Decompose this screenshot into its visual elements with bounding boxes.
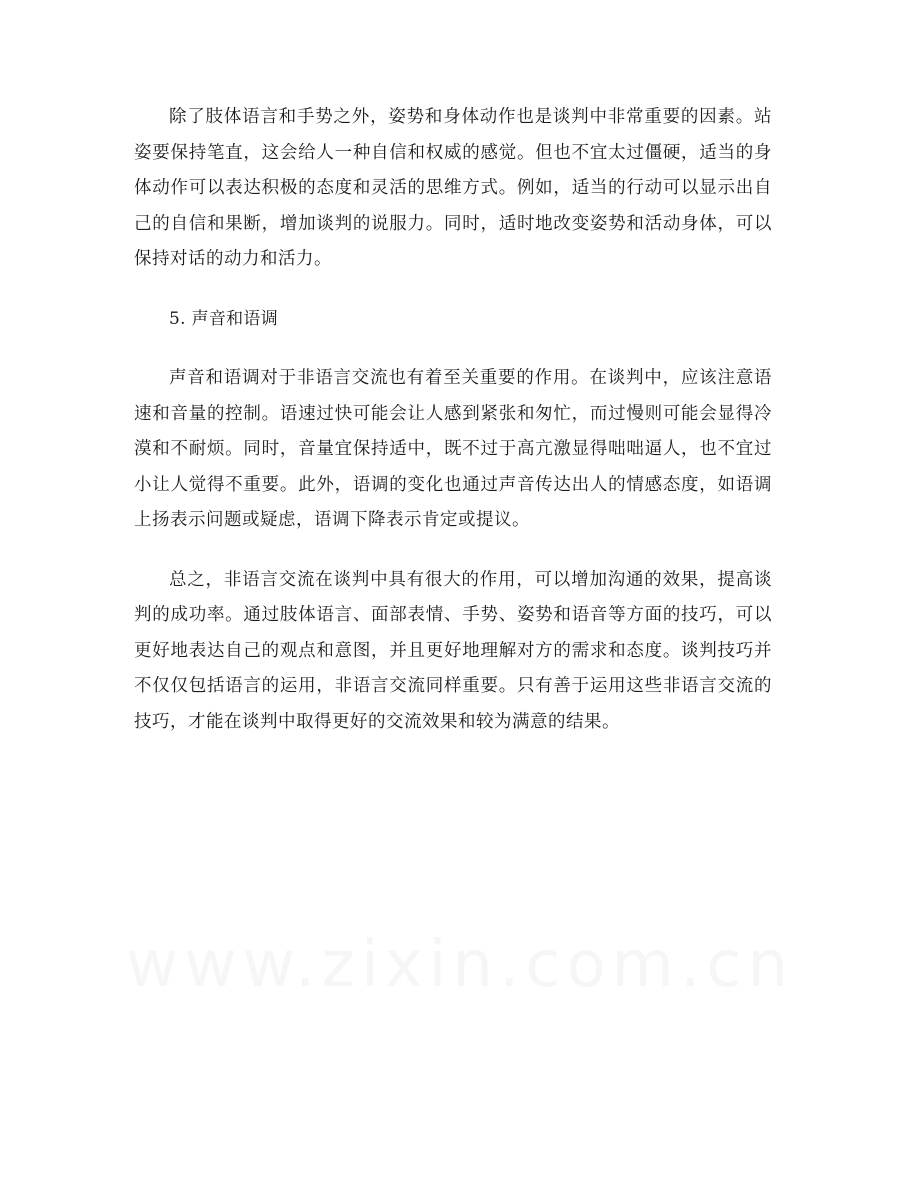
document-page [134, 100, 772, 740]
paragraph-voice: 声音和语调对于非语言交流也有着至关重要的作用。在谈判中，应该注意语速和音量的控制。语速过快可能会让人感到紧张和匆忙，而过慢则可能会显得冷漠和不耐烦。同时，音量宜保持适中，既不过于高亢激显得咄咄逼人，也不宜过小让人觉得不重要。此外，语调的变化也通过声音传达出人的情感态度，如语调上扬表示问题或疑虑，语调下降表示肯定或提议。 [134, 368, 772, 530]
section-heading-voice: 5. 声音和语调 [169, 308, 279, 329]
paragraph-conclusion: 总之，非语言交流在谈判中具有很大的作用，可以增加沟通的效果，提高谈判的成功率。通过肢体语言、面部表情、手势、姿势和语音等方面的技巧，可以更好地表达自己的观点和意图，并且更好地理解对方的需求和态度。谈判技巧并不仅仅包括语言的运用，非语言交流同样重要。只有善于运用这些非语言交流的技巧，才能在谈判中取得更好的交流效果和较为满意的结果。 [134, 569, 772, 732]
watermark: www.zixin.com.cn [125, 928, 795, 1002]
paragraph-posture: 除了肢体语言和手势之外，姿势和身体动作也是谈判中非常重要的因素。站姿要保持笔直，这会给人一种自信和权威的感觉。但也不宜太过僵硬，适当的身体动作可以表达积极的态度和灵活的思维方式。例如，适当的行动可以显示出自己的自信和果断，增加谈判的说服力。同时，适时地改变姿势和活动身体，可以保持对话的动力和活力。 [134, 107, 772, 269]
